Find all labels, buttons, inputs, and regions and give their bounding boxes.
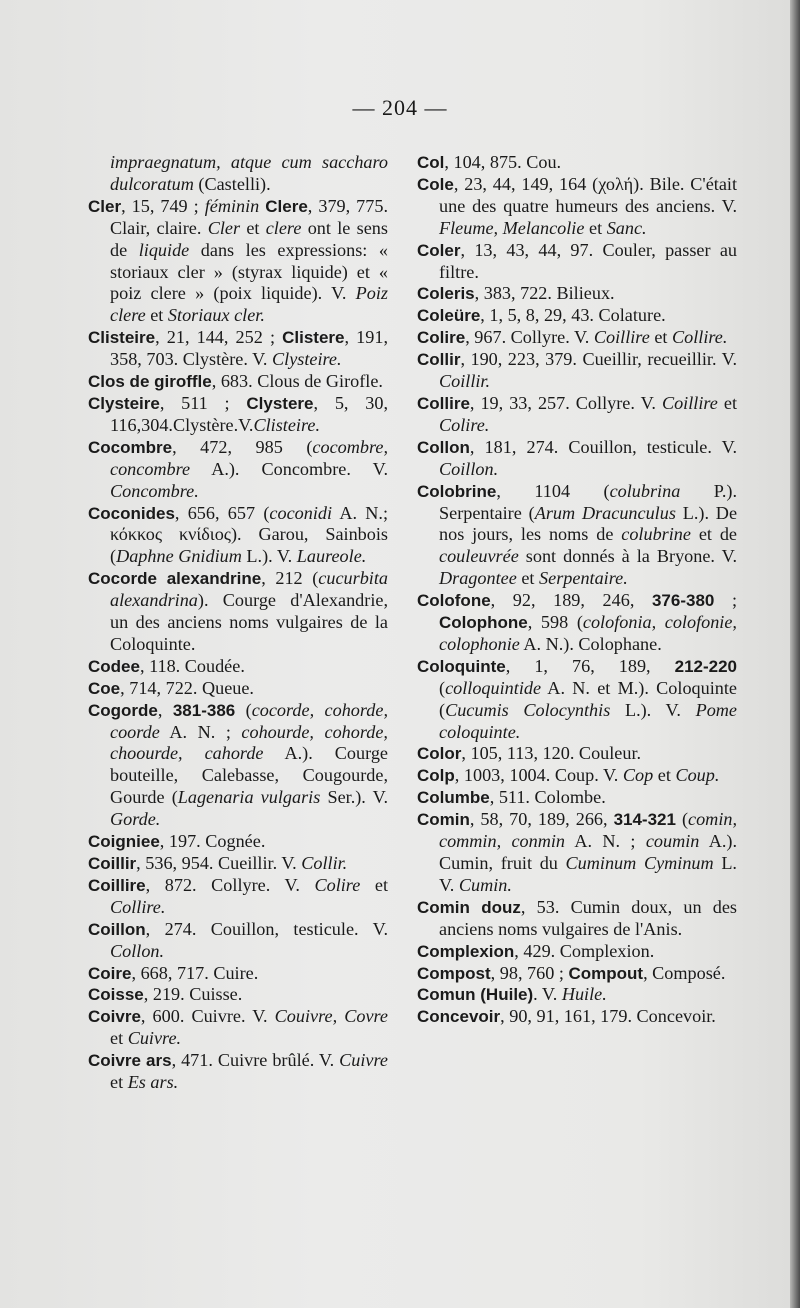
entry-italic-text: Gorde. (110, 809, 161, 830)
entry-italic-text: Arum Dracunculus (534, 502, 676, 523)
entry-text: et (584, 217, 607, 238)
entry-text: , 23, 44, 149, 164 (χολή). Bile. C'était une des quatre humeurs des anciens. V. (439, 173, 737, 216)
entry-headword: Cole (417, 174, 454, 194)
entry-text: sont donnés à la Bryone. V. (518, 546, 737, 567)
page-edge-shadow (790, 0, 800, 1308)
dictionary-entry (417, 240, 737, 284)
entry-text: , 92, 189, 246, (490, 590, 652, 611)
entry-italic-text: Coillire (593, 327, 650, 348)
entry-headword: Colobrine (417, 481, 497, 501)
dictionary-entry (417, 174, 737, 240)
dictionary-entry (417, 656, 737, 744)
entry-italic-text: Cucumis Colocynthis (445, 699, 611, 720)
entry-italic-text: coumin (645, 831, 700, 852)
dictionary-entry (417, 590, 737, 656)
entry-headword: Coillire (88, 875, 146, 895)
entry-italic-text: féminin (204, 195, 260, 216)
entry-text: , 383, 722. Bilieux. (474, 283, 615, 304)
dictionary-entry (88, 327, 388, 371)
entry-headword: Clistere (282, 328, 345, 348)
entry-text: P.). Serpentaire ( (439, 480, 737, 523)
entry-text: , 1, 5, 8, 29, 43. Colature. (480, 305, 666, 326)
entry-headword: Cocombre (88, 437, 173, 457)
entry-text: , 190, 223, 379. Cueillir, recueillir. V. (460, 349, 737, 370)
entry-headword: Coigniee (88, 832, 160, 852)
entry-headword: Comun (Huile) (417, 985, 534, 1005)
entry-italic-text: Collire. (110, 896, 166, 917)
entry-headword: 376-380 (651, 591, 715, 611)
entry-headword: Complexion (417, 941, 515, 961)
entry-headword: Coconides (88, 503, 175, 523)
entry-text: , 379, 775. Clair, claire. (110, 195, 388, 238)
entry-italic-text: coconidi (269, 502, 333, 523)
entry-text: , 118. Coudée. (139, 655, 245, 676)
dictionary-entry (417, 984, 737, 1006)
entry-headword: Colire (417, 328, 466, 348)
entry-text: Ser.). V. (320, 787, 388, 808)
entry-text: A. N.). Colophane. (519, 633, 662, 654)
entry-italic-text: Cuminum Cyminum (565, 853, 714, 873)
entry-headword: Codee (88, 656, 140, 676)
entry-text: A.). Courge bouteille, Calebasse, Cougourde, Gourde ( (110, 743, 388, 808)
dictionary-entry (417, 941, 737, 963)
entry-italic-text: clere (265, 217, 302, 238)
entry-text: A.). Cumin, fruit du (439, 831, 738, 873)
entry-text: , 472, 985 ( (172, 436, 313, 457)
dictionary-entry (88, 371, 388, 393)
entry-text: , 21, 144, 252 ; (155, 327, 283, 348)
entry-italic-text: Cuivre (339, 1050, 388, 1071)
entry-italic-text: Fleume, Melancolie (439, 217, 585, 238)
entry-italic-text: Poiz clere (110, 283, 388, 326)
entry-text: et (360, 874, 388, 895)
entry-text: (Castelli). (193, 173, 271, 194)
dictionary-entry (88, 678, 388, 700)
entry-text: , 714, 722. Queue. (120, 677, 254, 698)
dictionary-entry (417, 437, 737, 481)
entry-text: , (157, 699, 173, 720)
entry-headword: Collon (417, 437, 470, 457)
entry-text: ( (439, 677, 446, 698)
entry-italic-text: Collir. (301, 853, 348, 873)
entry-text: , 872. Collyre. V. (145, 874, 315, 895)
entry-text: et (110, 1072, 128, 1093)
entry-italic-text: Lagenaria vulgaris (177, 787, 321, 808)
entry-headword: Colophone (439, 613, 528, 633)
entry-text: , 104, 875. Cou. (444, 152, 562, 172)
entry-italic-text: Cler (207, 217, 241, 238)
entry-text: , 5, 30, 116,304.Clystère.V. (110, 392, 388, 435)
entry-headword: Cler (88, 196, 122, 216)
entry-italic-text: Cumin. (458, 874, 512, 895)
entry-italic-text: cucurbita alexandrina (110, 568, 388, 611)
dictionary-entry (417, 787, 737, 809)
entry-headword: Collire (417, 393, 470, 413)
dictionary-entry (417, 327, 737, 349)
entry-text: et (649, 327, 673, 348)
entry-headword: Comin douz (417, 897, 521, 917)
entry-text: , 683. Clous de Girofle. (211, 371, 383, 392)
entry-headword: Concevoir (417, 1007, 501, 1027)
entry-text: , 19, 33, 257. Collyre. V. (469, 392, 662, 413)
entry-headword: Coisse (88, 985, 144, 1005)
entry-italic-text: Collire. (672, 327, 728, 348)
dictionary-entry (88, 393, 388, 437)
entry-text: , 511. Colombe. (489, 787, 606, 808)
entry-italic-text: Pome coloquinte. (439, 699, 737, 742)
entry-headword: Coivre (88, 1007, 141, 1027)
entry-text: , 1003, 1004. Coup. V. (454, 765, 623, 786)
entry-headword: Colofone (417, 591, 491, 611)
entry-text: , 967. Collyre. V. (465, 327, 594, 348)
entry-text: et (110, 1028, 128, 1049)
entry-text: L.). De nos jours, les noms de (439, 502, 738, 545)
entry-headword: Comin (417, 810, 470, 830)
dictionary-entry (88, 1050, 388, 1094)
entry-text: L.). V. (241, 546, 297, 567)
entry-headword: Clere (265, 196, 308, 216)
entry-text: ( (675, 809, 689, 830)
entry-text: , 536, 954. Cueillir. V. (136, 853, 302, 873)
entry-headword: 314-321 (613, 810, 676, 830)
entry-headword: Columbe (417, 788, 490, 808)
entry-text: , 600. Cuivre. V. (140, 1006, 275, 1027)
entry-text: , 219. Cuisse. (143, 984, 243, 1005)
entry-text: , 1, 76, 189, (505, 655, 675, 676)
entry-headword: Coler (417, 240, 461, 260)
entry-italic-text: Colire. (439, 414, 490, 435)
entry-italic-text: Dragontee (439, 568, 517, 589)
entry-text: , 274. Couillon, testicule. V. (145, 918, 388, 939)
entry-italic-text: Sanc. (606, 217, 647, 238)
entry-italic-text: comin, commin, conmin (439, 809, 738, 852)
entry-text: et de (690, 524, 737, 545)
dictionary-entry (417, 963, 737, 985)
entry-headword: Clysteire (88, 393, 160, 413)
entry-text: A.). Concombre. V. (190, 458, 388, 479)
page-number: — 204 — (352, 95, 448, 120)
entry-text: , 98, 760 ; (490, 962, 569, 983)
entry-text: et (717, 392, 737, 413)
right-column (417, 152, 737, 1028)
entry-italic-text: Clisteire. (253, 414, 320, 435)
dictionary-entry (88, 963, 388, 985)
entry-text: et (240, 217, 266, 238)
entry-headword: Cogorde (88, 700, 158, 720)
entry-headword: Compost (417, 963, 491, 983)
entry-headword: Clos de giroffle (88, 372, 212, 392)
entry-italic-text: cohourde, cohorde, choourde, cahorde (110, 721, 388, 764)
dictionary-entry (88, 984, 388, 1006)
entry-text: , 181, 274. Couillon, testicule. V. (469, 436, 737, 457)
entry-text: , 656, 657 ( (174, 502, 270, 523)
entry-text: , 191, 358, 703. Clystère. V. (110, 327, 388, 370)
entry-italic-text: Coillir. (439, 371, 491, 392)
dictionary-entry (88, 831, 388, 853)
entry-italic-text: Storiaux cler. (167, 305, 265, 326)
entry-text: et (145, 305, 168, 326)
entry-headword: Coleris (417, 284, 475, 304)
dictionary-entry (417, 283, 737, 305)
dictionary-entry (88, 568, 388, 656)
entry-text: A. N. ; (159, 721, 242, 742)
entry-text: , 13, 43, 44, 97. Couler, passer au filtre. (439, 239, 737, 282)
entry-italic-text: colofonia, colofonie, colophonie (439, 612, 737, 654)
entry-italic-text: couleuvrée (439, 546, 519, 567)
entry-headword: Cocorde alexandrine (88, 569, 262, 589)
dictionary-entry (417, 809, 737, 897)
entry-text: dans les expressions: « storiaux cler » (styrax liquide) et « poiz clere » (poix liquide). V. (110, 239, 388, 304)
entry-headword: Clystere (246, 393, 314, 413)
dictionary-entry (417, 305, 737, 327)
entry-text: et (653, 765, 676, 786)
entry-text: , 598 ( (527, 612, 583, 633)
dictionary-entry (88, 919, 388, 963)
entry-headword: Coloquinte (417, 656, 506, 676)
entry-text: , 53. Cumin doux, un des anciens noms vulgaires de l'Anis. (439, 896, 737, 939)
entry-italic-text: Concombre. (110, 480, 199, 501)
entry-italic-text: Coillon. (439, 458, 499, 479)
entry-headword: Coe (88, 678, 121, 698)
entry-headword: Compout (568, 963, 644, 983)
entry-headword: Collir (417, 350, 461, 370)
entry-italic-text: Colire (314, 874, 361, 895)
entry-text: A. N. et M.). Coloquinte ( (439, 677, 737, 720)
dictionary-entry (417, 743, 737, 765)
entry-italic-text: Couivre, Covre (274, 1006, 388, 1027)
entry-text: et (516, 568, 540, 589)
entry-headword: Coillir (88, 854, 137, 873)
entry-text: L.). V. (610, 699, 696, 720)
entry-italic-text: Serpentaire. (539, 568, 628, 589)
entry-text: , 15, 749 ; (121, 195, 205, 216)
dictionary-entry (88, 875, 388, 919)
entry-text: , 58, 70, 189, 266, (469, 809, 614, 830)
entry-headword: 381-386 (172, 700, 236, 720)
entry-text: . V. (533, 984, 562, 1005)
dictionary-entry (417, 393, 737, 437)
dictionary-entry (417, 481, 737, 591)
entry-headword: Color (417, 744, 462, 764)
entry-text: ). Courge d'Alexandrie, un des anciens noms vulgaires de la Coloquinte. (110, 590, 388, 654)
entry-text: ; (714, 590, 738, 611)
entry-italic-text: Huile. (561, 984, 607, 1005)
entry-text: , 105, 113, 120. Couleur. (461, 743, 642, 764)
entry-headword: Coleüre (417, 306, 481, 326)
dictionary-entry (88, 700, 388, 831)
dictionary-entry (88, 437, 388, 503)
dictionary-entry (417, 152, 737, 174)
entry-headword: Colp (417, 766, 455, 786)
dictionary-entry (88, 152, 388, 196)
entry-headword: Coire (88, 963, 132, 983)
entry-text: ont le sens de (110, 217, 388, 260)
dictionary-entry (417, 349, 737, 393)
entry-italic-text: Clysteire. (272, 349, 342, 370)
entry-headword: Clisteire (88, 328, 156, 348)
entry-italic-text: Coillire (661, 392, 718, 413)
entry-italic-text: Laureole. (296, 546, 367, 567)
entry-text: , 511 ; (159, 392, 247, 413)
entry-headword: Coivre ars (88, 1051, 172, 1071)
entry-text: , 90, 91, 161, 179. Concevoir. (500, 1006, 716, 1027)
entry-text: , 212 ( (261, 568, 319, 589)
left-column (88, 152, 388, 1094)
entry-italic-text: liquide (138, 239, 190, 260)
entry-text: A. N. ; (565, 831, 646, 852)
entry-text: , 1104 ( (496, 480, 610, 501)
entry-italic-text: Collon. (110, 940, 165, 961)
entry-text: , 471. Cuivre brûlé. V. (171, 1050, 340, 1071)
entry-headword: Coillon (88, 919, 146, 939)
entry-text: , 429. Complexion. (514, 940, 655, 961)
entry-italic-text: cocombre, concombre (110, 436, 388, 479)
entry-italic-text: Es ars. (127, 1072, 179, 1093)
entry-text: A. N.; κόκκος κνίδιος). Garou, Sainbois ( (110, 502, 388, 567)
dictionary-entry (417, 765, 737, 787)
dictionary-entry (417, 1006, 737, 1028)
entry-text: , 668, 717. Cuire. (131, 962, 259, 983)
entry-italic-text: colloquintide (445, 677, 542, 698)
entry-text: ( (235, 699, 252, 720)
entry-headword: Col (417, 153, 445, 172)
dictionary-entry (88, 503, 388, 569)
entry-text: , Composé. (643, 962, 726, 983)
dictionary-entry (88, 1006, 388, 1050)
dictionary-entry (88, 853, 388, 875)
entry-italic-text: cocorde, cohorde, coorde (110, 699, 389, 742)
entry-headword: 212-220 (674, 656, 737, 676)
dictionary-entry (88, 656, 388, 678)
dictionary-entry (417, 897, 737, 941)
entry-italic-text: impraegnatum, atque cum saccharo dulcoratum (110, 152, 388, 194)
entry-italic-text: Coup. (675, 765, 720, 786)
entry-text: , 197. Cognée. (159, 831, 266, 852)
entry-italic-text: colubrina (609, 480, 681, 501)
entry-italic-text: Cop (622, 765, 654, 786)
entry-italic-text: Daphne Gnidium (116, 546, 242, 567)
entry-italic-text: colubrine (621, 524, 691, 545)
dictionary-entry (88, 196, 388, 327)
entry-italic-text: Cuivre. (127, 1028, 182, 1049)
entry-text: L. V. (439, 853, 737, 895)
